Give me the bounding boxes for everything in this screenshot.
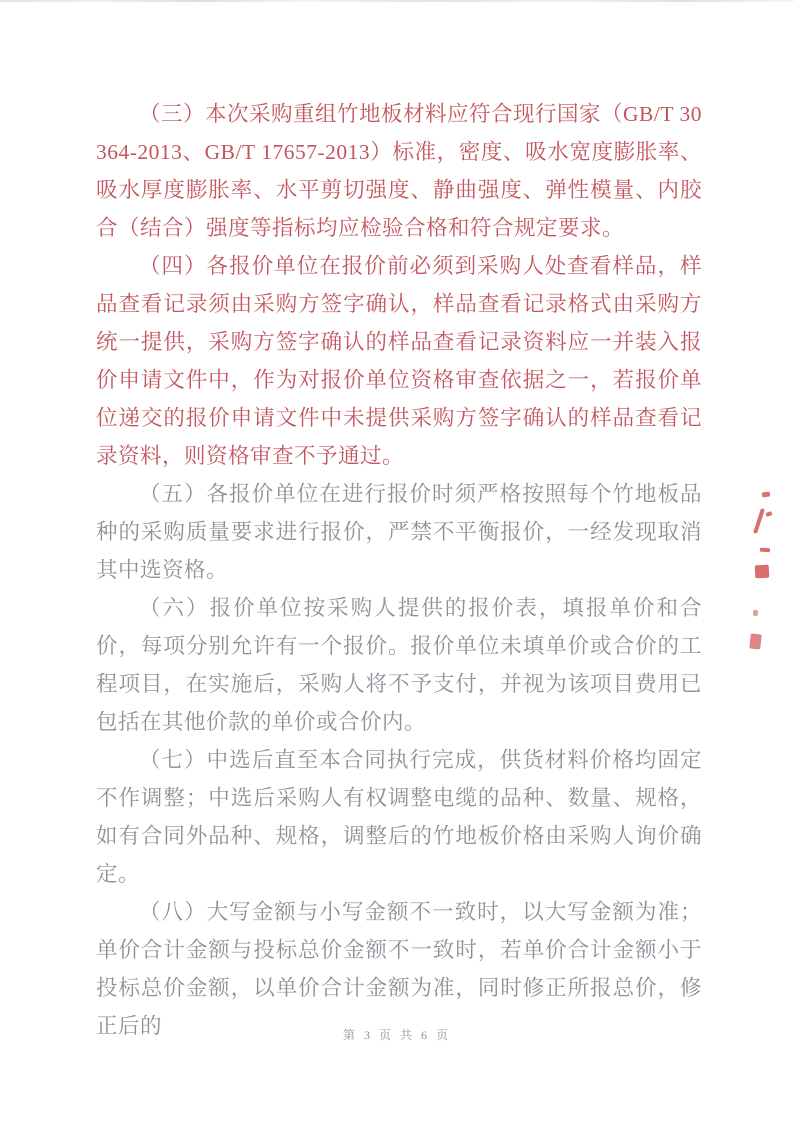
page-footer: 第 3 页 共 6 页	[342, 1028, 451, 1042]
paragraph-item-3: （三）本次采购重组竹地板材料应符合现行国家（GB/T 30364-2013、GB/T 17657-2013）标准，密度、吸水宽度膨胀率、吸水厚度膨胀率、水平剪切强度、静曲强度、弹性模量、内胶合（结合）强度等指标均应检验合格和符合规定要求。	[96, 102, 702, 240]
paragraph-item-8: （八）大写金额与小写金额不一致时，以大写金额为准；单价合计金额与投标总价金额不一致时，若单价合计金额小于投标总价金额，以单价合计金额为准，同时修正所报总价，修正后的	[96, 900, 702, 1038]
red-seal-fragment	[762, 491, 771, 497]
paragraph-item-5: （五）各报价单位在进行报价时须严格按照每个竹地板品种的采购质量要求进行报价，严禁不平衡报价，一经发现取消其中选资格。	[96, 482, 702, 582]
red-seal-fragment	[755, 565, 770, 579]
paragraph-item-7: （七）中选后直至本合同执行完成，供货材料价格均固定不作调整；中选后采购人有权调整电缆的品种、数量、规格，如有合同外品种、规格，调整后的竹地板价格由采购人询价确定。	[96, 748, 702, 886]
red-seal-fragment	[765, 511, 772, 517]
paragraph-item-4: （四）各报价单位在报价前必须到采购人处查看样品，样品查看记录须由采购方签字确认，样品查看记录格式由采购方统一提供，采购方签字确认的样品查看记录资料应一并装入报价申请文件中，作为对报价单位资格审查依据之一，若报价单位递交的报价申请文件中未提供采购方签字确认的样品查看记录资料，则资格审查不予通过。	[96, 254, 702, 468]
red-seal-fragment	[753, 508, 765, 534]
document-body	[96, 95, 702, 1045]
paragraph-item-6: （六）报价单位按采购人提供的报价表，填报单价和合价，每项分别允许有一个报价。报价单位未填单价或合价的工程项目，在实施后，采购人将不予支付，并视为该项目费用已包括在其他价款的单价或合价内。	[96, 596, 702, 734]
scan-artifact-line	[0, 0, 794, 2]
red-seal-fragment	[753, 610, 758, 616]
red-seal-fragment	[749, 633, 762, 649]
red-seal-fragment	[760, 548, 770, 553]
